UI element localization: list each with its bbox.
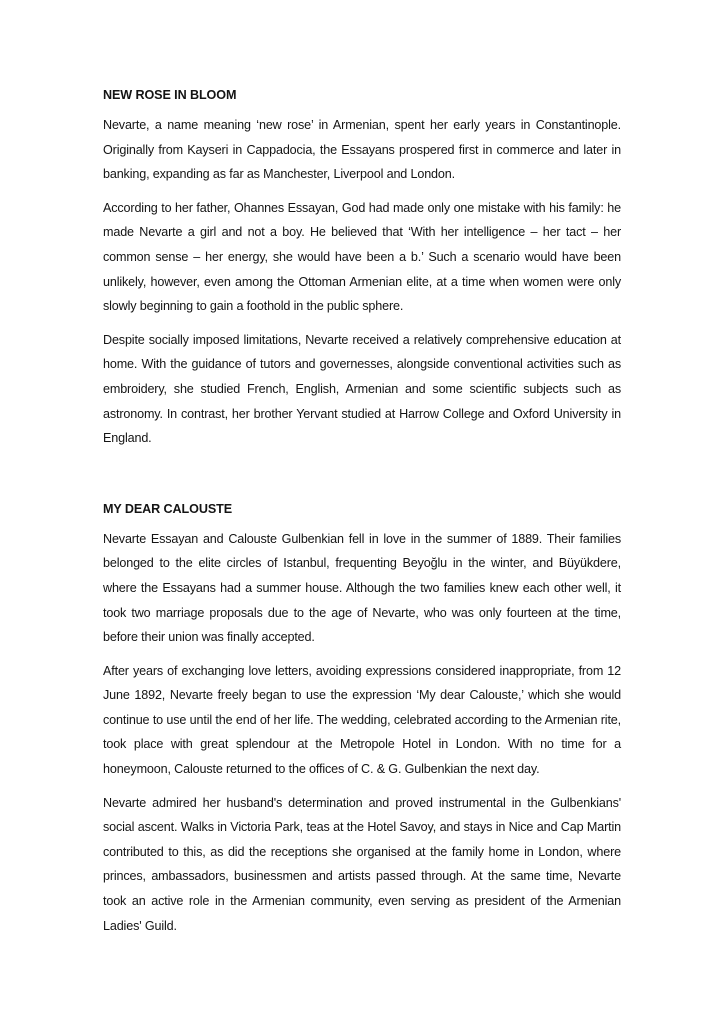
paragraph: Despite socially imposed limitations, Nevarte received a relatively comprehensive education at home. With the guidance of tutors and governesses, alongside conventional activities such as embroidery, she studied French, English, Armenian and some scientific subjects such as astronomy. In contrast, her brother Yervant studied at Harrow College and Oxford University in England. (103, 332, 621, 446)
paragraph: After years of exchanging love letters, avoiding expressions considered inappropriate, from 12 June 1892, Nevarte freely began to use the expression ‘My dear Calouste,’ which she would continue to use until the end of her life. The wedding, celebrated according to the Armenian rite, took place with great splendour at the Metropole Hotel in London. With no time for a honeymoon, Calouste returned to the offices of C. & G. Gulbenkian the next day. (103, 663, 621, 777)
paragraph: Nevarte admired her husband's determination and proved instrumental in the Gulbenkians' social ascent. Walks in Victoria Park, teas at the Hotel Savoy, and stays in Nice and Cap Martin contributed to this, as did the receptions she organised at the family home in London, where princes, ambassadors, businessmen and artists passed through. At the same time, Nevarte took an active role in the Armenian community, even serving as president of the Armenian Ladies' Guild. (103, 795, 621, 933)
paragraph: According to her father, Ohannes Essayan, God had made only one mistake with his family: he made Nevarte a girl and not a boy. He believed that ‘With her intelligence – her tact – her common sense – her energy, she would have been a b.’ Such a scenario would have been unlikely, however, even among the Ottoman Armenian elite, at a time when women were only slowly beginning to gain a foothold in the public sphere. (103, 200, 621, 314)
section-spacer (103, 460, 621, 500)
section-new-rose-in-bloom (103, 86, 621, 451)
paragraph: Nevarte Essayan and Calouste Gulbenkian fell in love in the summer of 1889. Their families belonged to the elite circles of Istanbul, frequenting Beyoğlu in the winter, and Büyükdere, where the Essayans had a summer house. Although the two families knew each other well, it took two marriage proposals due to the age of Nevarte, who was only fourteen at the time, before their union was finally accepted. (103, 531, 621, 645)
section-heading: MY DEAR CALOUSTE (103, 501, 233, 516)
section-heading: NEW ROSE IN BLOOM (103, 88, 237, 102)
document-page (103, 86, 621, 947)
paragraph: Nevarte, a name meaning ‘new rose’ in Armenian, spent her early years in Constantinople. Originally from Kayseri in Cappadocia, the Essayans prospered first in commerce and later in banking, expanding as far as Manchester, Liverpool and London. (103, 118, 621, 182)
section-my-dear-calouste (103, 500, 621, 939)
